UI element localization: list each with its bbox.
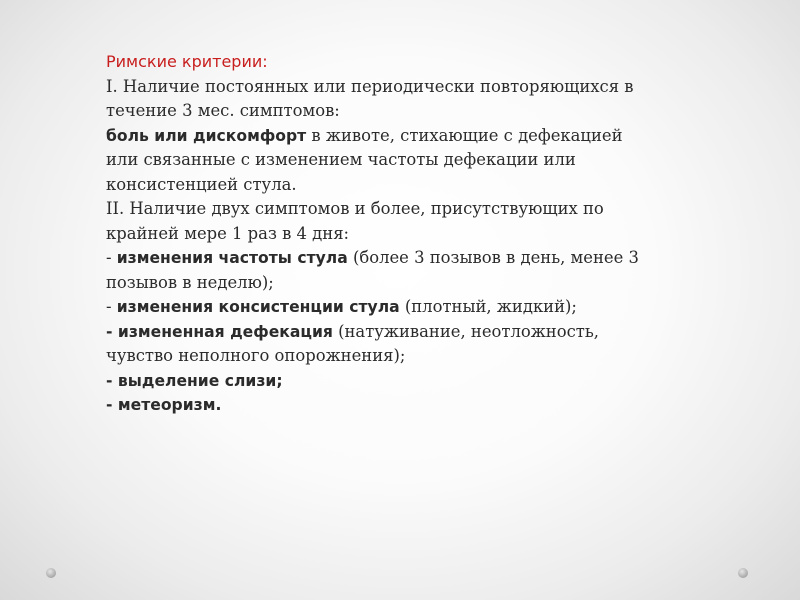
text-line [106, 99, 706, 124]
text-segment: крайней мере 1 раз в 4 дня: [106, 223, 350, 243]
bold-text: - изм [106, 322, 151, 341]
text-segment: (натуживание, неотложность, [332, 321, 599, 341]
text-segment: течение 3 мес. симптомов: [106, 101, 340, 120]
text-segment: - [106, 297, 117, 316]
bold-text: ененная дефекация [150, 322, 333, 341]
slide-body [106, 75, 706, 418]
text-segment: чувство неполного опорожнения); [106, 346, 406, 365]
text-line [106, 197, 706, 222]
bold-text: изменения консистенции стула [116, 298, 400, 316]
text-line [106, 344, 706, 369]
text-segment: консистенцией стула. [106, 174, 297, 194]
bottom-left-dot-decoration [46, 568, 56, 578]
slide-text-block [106, 50, 706, 418]
text-line [106, 320, 706, 345]
text-segment: или связанные с изменением частоты дефекации или [106, 150, 576, 169]
bold-text: - метеоризм. [106, 396, 222, 414]
text-segment: позывов в неделю); [106, 272, 274, 292]
text-line [106, 75, 706, 100]
text-line [106, 295, 706, 320]
text-segment: II. Наличие двух симптомов и более, присутствующих по [106, 199, 604, 218]
bold-text: боль или дискомфорт [106, 126, 307, 145]
text-line [106, 271, 706, 296]
bold-text: - выделение слизи; [106, 371, 283, 390]
text-line [106, 369, 706, 394]
text-segment: (более 3 позывов в день, менее 3 [347, 248, 639, 267]
text-line [106, 148, 706, 173]
text-line [106, 222, 706, 247]
text-line [106, 393, 706, 418]
slide-title: Римские критерии: [106, 52, 268, 71]
text-line [106, 173, 706, 198]
text-segment: I. Наличие постоянных или периодически повторяющихся в [106, 76, 634, 96]
bottom-right-dot-decoration [738, 568, 748, 578]
bold-text: изменения частоты стула [116, 249, 348, 267]
text-segment: в животе, стихающие с дефекацией [306, 125, 623, 145]
text-line [106, 124, 706, 149]
text-line [106, 246, 706, 271]
text-segment: - [106, 248, 117, 267]
text-segment: (плотный, жидкий); [399, 297, 577, 316]
